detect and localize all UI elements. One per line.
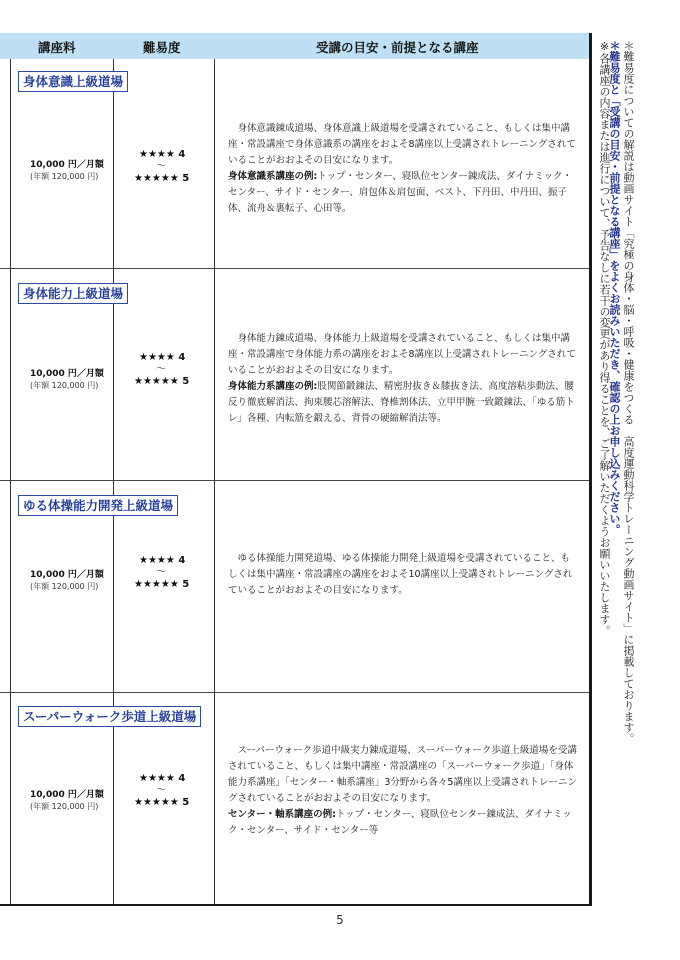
course-price: 10,000 円／月額 [30, 570, 104, 580]
course-description [228, 551, 578, 599]
side-note-changes: ※各講座の内容または進行について、予告なしに若干の変更があり得ることを、ご了解いただくようお願いいたします。 [598, 40, 611, 636]
header-guideline: 受講の目安・前提となる講座 [316, 40, 479, 55]
description-example [228, 379, 578, 427]
course-annual-price: (年額 120,000 円) [30, 381, 99, 390]
page-number: 5 [336, 913, 344, 927]
description-text: スーパーウォーク歩道中級実力錬成道場、スーパーウォーク歩道上級道場を受講されていること、もしくは集中講座・常設講座の「スーパーウォーク歩道」「身体能力系講座」「センター・軸系講座」3分野から各々5講座以上受講されトレーニングされていることがおおよその目安になります。 [228, 745, 577, 804]
column-divider [10, 59, 11, 904]
description-text: 身体能力錬成道場、身体能力上級道場を受講されていること、もしくは集中講座・常設講座で身体能力系の講座をおよそ8講座以上受講されトレーニングされていることがおおよその目安になります。 [228, 333, 576, 376]
difficulty-low: ★★★★ 4 [139, 555, 186, 566]
example-label: 身体能力系講座の例: [228, 381, 318, 392]
difficulty-low: ★★★★ 4 [139, 352, 186, 363]
course-price: 10,000 円／月額 [30, 790, 104, 800]
description-text: ゆる体操能力開発道場、ゆる体操能力開発上級道場を受講されていること、もしくは集中講座・常設講座の講座をおよそ10講座以上受講されトレーニングされていることがおおよその目安になります。 [228, 553, 573, 596]
difficulty-low: ★★★★ 4 [139, 773, 186, 784]
column-divider [113, 59, 114, 904]
difficulty-range [134, 772, 189, 809]
example-text: トップ・センター、寝臥位センター錬成法、ダイナミック・センター、サイド・センター等 [228, 809, 572, 836]
course-price: 10,000 円／月額 [30, 160, 104, 170]
side-note-difficulty: ＊難易度についての解説は動画サイト「究極の身体・脳・呼吸・健康をつくる 高度運動科学トレーニング動画サイト」に掲載しております。 [622, 40, 635, 744]
difficulty-high: ★★★★★ 5 [134, 579, 190, 590]
difficulty-range [134, 554, 189, 591]
course-description [228, 743, 578, 839]
course-title: 身体意識上級道場 [18, 71, 128, 92]
course-annual-price: (年額 120,000 円) [30, 172, 99, 181]
difficulty-tilde: 〜 [156, 567, 166, 578]
header-difficulty: 難易度 [143, 40, 181, 55]
difficulty-tilde: 〜 [156, 785, 166, 796]
course-price: 10,000 円／月額 [30, 369, 104, 379]
course-title: 身体能力上級道場 [18, 283, 128, 304]
course-description [228, 331, 578, 427]
difficulty-high: ★★★★★ 5 [134, 376, 190, 387]
table-header [0, 33, 589, 59]
course-annual-price: (年額 120,000 円) [30, 802, 99, 811]
description-text: 身体意識錬成道場、身体意識上級道場を受講されていること、もしくは集中講座・常設講座で身体意識系の講座をおよそ8講座以上受講されトレーニングされていることがおおよその目安になります。 [228, 123, 576, 166]
course-table [0, 33, 592, 906]
difficulty-tilde: 〜 [156, 364, 166, 375]
example-text: トップ・センター、寝臥位センター錬成法、ダイナミック・センター、サイド・センター、肩包体＆肩包面、ベスト、下丹田、中丹田、振子体、流舟＆裏転子、心田等。 [228, 171, 573, 214]
row-divider [0, 692, 589, 693]
difficulty-high: ★★★★★ 5 [134, 797, 190, 808]
description-example [228, 169, 578, 217]
difficulty-range [134, 351, 189, 388]
row-divider [0, 480, 589, 481]
example-text: 股関節鍛錬法、精密肘抜き＆膝抜き法、高度溶粘歩動法、腰反り徹底解消法、拘束腰芯溶解法、脊椎割体法、立甲甲腕一致鍛錬法、「ゆる筋トレ」各種、内転筋を鍛える、背骨の硬縮解消法等。 [228, 381, 575, 424]
row-divider [0, 268, 589, 269]
course-title: ゆる体操能力開発上級道場 [18, 495, 178, 516]
difficulty-high: ★★★★★ 5 [134, 173, 190, 184]
difficulty-range [134, 148, 189, 185]
course-title: スーパーウォーク歩道上級道場 [18, 706, 201, 727]
example-label: センター・軸系講座の例: [228, 809, 336, 820]
example-label: 身体意識系講座の例: [228, 171, 318, 182]
difficulty-low: ★★★★ 4 [139, 149, 186, 160]
course-description [228, 121, 578, 217]
difficulty-tilde: 〜 [156, 161, 166, 172]
course-annual-price: (年額 120,000 円) [30, 582, 99, 591]
column-divider [214, 59, 215, 904]
description-example [228, 807, 578, 839]
side-note-reading: ＊難易度と「受講の目安・前提となる講座」をよくお読みいただき、確認の上お申し込みください。 [608, 40, 621, 535]
header-fee: 講座料 [38, 40, 76, 55]
